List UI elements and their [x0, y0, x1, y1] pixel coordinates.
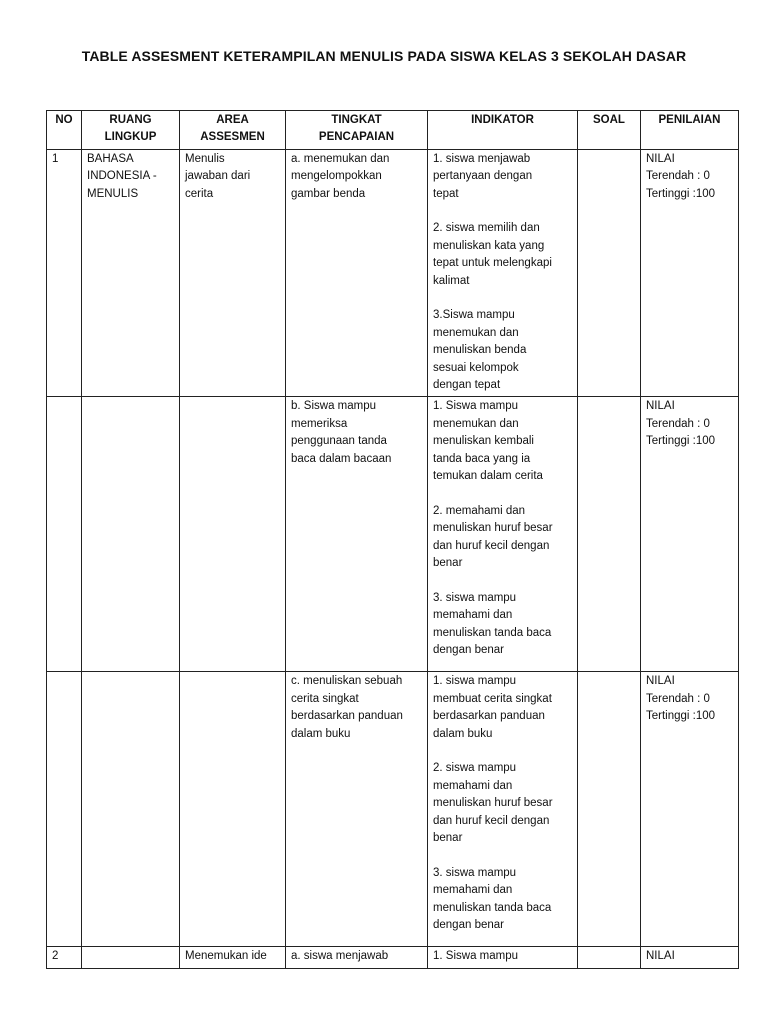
cell-text-line: temukan dalam cerita: [433, 470, 543, 483]
cell-text-line: dan huruf kecil dengan: [433, 814, 550, 827]
indikator-item: [433, 307, 572, 394]
cell-text-line: 2. memahami dan: [433, 504, 526, 517]
cell-text-line: INDONESIA -: [87, 170, 157, 183]
cell-penilaian: [641, 947, 739, 968]
cell-text-line: 1. siswa mampu: [433, 675, 517, 688]
cell-text-line: memeriksa: [291, 417, 348, 430]
cell-text-line: cerita singkat: [291, 692, 359, 705]
cell-text-line: benar: [433, 832, 463, 845]
cell-text-line: menuliskan kembali: [433, 435, 534, 448]
cell-soal: [578, 947, 641, 968]
cell-text-line: b. Siswa mampu: [291, 400, 377, 413]
cell-area-assesmen: [180, 672, 286, 947]
table-body: [47, 149, 739, 968]
cell-no: [47, 397, 82, 672]
cell-penilaian: [641, 397, 739, 672]
cell-text-line: 1. siswa menjawab: [433, 152, 531, 165]
cell-text-line: dengan tepat: [433, 379, 501, 392]
cell-text-line: Menemukan ide: [185, 950, 267, 963]
cell-indikator: [428, 149, 578, 397]
cell-text-line: jawaban dari: [185, 170, 251, 183]
cell-text-line: berdasarkan panduan: [433, 710, 545, 723]
indikator-item: [433, 760, 572, 847]
cell-text-line: 1. Siswa mampu: [433, 950, 519, 963]
cell-ruang-lingkup: [82, 397, 180, 672]
cell-text-line: 3. siswa mampu: [433, 866, 517, 879]
cell-text-line: dan huruf kecil dengan: [433, 539, 550, 552]
cell-text-line: berdasarkan panduan: [291, 710, 403, 723]
cell-text-line: Terendah : 0: [646, 692, 710, 705]
table-header-row: [47, 111, 739, 150]
cell-text-line: Terendah : 0: [646, 170, 710, 183]
cell-text-line: pertanyaan dengan: [433, 170, 533, 183]
table-row: [47, 397, 739, 672]
cell-text-line: penggunaan tanda: [291, 435, 387, 448]
row-number: 1: [52, 152, 59, 165]
cell-text-line: NILAI: [646, 950, 675, 963]
cell-text-line: memahami dan: [433, 609, 513, 622]
cell-text-line: membuat cerita singkat: [433, 692, 552, 705]
cell-text-line: tepat: [433, 187, 459, 200]
cell-tingkat-pencapaian: [286, 672, 428, 947]
cell-ruang-lingkup: [82, 672, 180, 947]
cell-text-line: Tertinggi :100: [646, 435, 716, 448]
cell-text-line: dengan benar: [433, 644, 504, 657]
cell-soal: [578, 672, 641, 947]
indikator-item: [433, 590, 572, 660]
cell-text-line: dalam buku: [291, 727, 351, 740]
cell-text-line: menuliskan tanda baca: [433, 626, 552, 639]
cell-text-line: a. menemukan dan: [291, 152, 390, 165]
cell-text-line: menuliskan tanda baca: [433, 901, 552, 914]
row-number: 2: [52, 950, 59, 963]
cell-penilaian: [641, 149, 739, 397]
cell-text-line: dalam buku: [433, 727, 493, 740]
cell-text-line: gambar benda: [291, 187, 366, 200]
cell-text-line: c. menuliskan sebuah: [291, 675, 403, 688]
indikator-item: [433, 503, 572, 573]
header-soal: SOAL: [578, 111, 641, 150]
header-tingkat-pencapaian: TINGKAT PENCAPAIAN: [286, 111, 428, 150]
cell-text-line: menuliskan huruf besar: [433, 522, 553, 535]
cell-text-line: menemukan dan: [433, 417, 519, 430]
cell-text-line: NILAI: [646, 152, 675, 165]
cell-text-line: a. siswa menjawab: [291, 950, 389, 963]
cell-text-line: Menulis: [185, 152, 225, 165]
cell-text-line: BAHASA: [87, 152, 134, 165]
cell-text-line: Tertinggi :100: [646, 187, 716, 200]
cell-text-line: sesuai kelompok: [433, 361, 519, 374]
cell-penilaian: [641, 672, 739, 947]
cell-text-line: Tertinggi :100: [646, 710, 716, 723]
indikator-item: [433, 398, 572, 485]
cell-text-line: 3.Siswa mampu: [433, 309, 515, 322]
cell-text-line: mengelompokkan: [291, 170, 382, 183]
cell-text-line: menuliskan kata yang: [433, 239, 545, 252]
cell-area-assesmen: [180, 947, 286, 968]
indikator-item: [433, 865, 572, 935]
cell-soal: [578, 149, 641, 397]
cell-no: [47, 672, 82, 947]
cell-tingkat-pencapaian: [286, 149, 428, 397]
cell-ruang-lingkup: [82, 149, 180, 397]
cell-indikator: [428, 397, 578, 672]
cell-text-line: tepat untuk melengkapi: [433, 257, 552, 270]
cell-text-line: 2. siswa mampu: [433, 762, 517, 775]
table-row: [47, 672, 739, 947]
document-title: TABLE ASSESMENT KETERAMPILAN MENULIS PADA SISWA KELAS 3 SEKOLAH DASAR: [81, 48, 687, 64]
cell-text-line: 1. Siswa mampu: [433, 400, 519, 413]
cell-text-line: memahami dan: [433, 884, 513, 897]
cell-no: [47, 149, 82, 397]
cell-indikator: [428, 672, 578, 947]
cell-text-line: tanda baca yang ia: [433, 452, 531, 465]
header-indikator: INDIKATOR: [428, 111, 578, 150]
cell-ruang-lingkup: [82, 947, 180, 968]
header-penilaian: PENILAIAN: [641, 111, 739, 150]
indikator-item: [433, 948, 572, 965]
cell-text-line: kalimat: [433, 274, 470, 287]
cell-text-line: NILAI: [646, 675, 675, 688]
table-row: [47, 947, 739, 968]
indikator-item: [433, 220, 572, 290]
cell-text-line: menemukan dan: [433, 326, 519, 339]
cell-no: [47, 947, 82, 968]
indikator-item: [433, 673, 572, 743]
header-area-assesmen: AREA ASSESMEN: [180, 111, 286, 150]
cell-text-line: menuliskan benda: [433, 344, 527, 357]
cell-soal: [578, 397, 641, 672]
cell-text-line: dengan benar: [433, 919, 504, 932]
cell-text-line: Terendah : 0: [646, 417, 710, 430]
cell-text-line: memahami dan: [433, 779, 513, 792]
cell-area-assesmen: [180, 397, 286, 672]
cell-area-assesmen: [180, 149, 286, 397]
cell-tingkat-pencapaian: [286, 397, 428, 672]
cell-text-line: benar: [433, 557, 463, 570]
header-ruang-lingkup: RUANG LINGKUP: [82, 111, 180, 150]
cell-text-line: menuliskan huruf besar: [433, 797, 553, 810]
cell-text-line: 2. siswa memilih dan: [433, 222, 540, 235]
indikator-item: [433, 151, 572, 203]
cell-text-line: MENULIS: [87, 187, 139, 200]
assessment-table: [46, 110, 739, 969]
cell-tingkat-pencapaian: [286, 947, 428, 968]
cell-text-line: baca dalam bacaan: [291, 452, 392, 465]
cell-indikator: [428, 947, 578, 968]
header-no: NO: [47, 111, 82, 150]
cell-text-line: NILAI: [646, 400, 675, 413]
cell-text-line: 3. siswa mampu: [433, 591, 517, 604]
cell-text-line: cerita: [185, 187, 214, 200]
table-row: [47, 149, 739, 397]
